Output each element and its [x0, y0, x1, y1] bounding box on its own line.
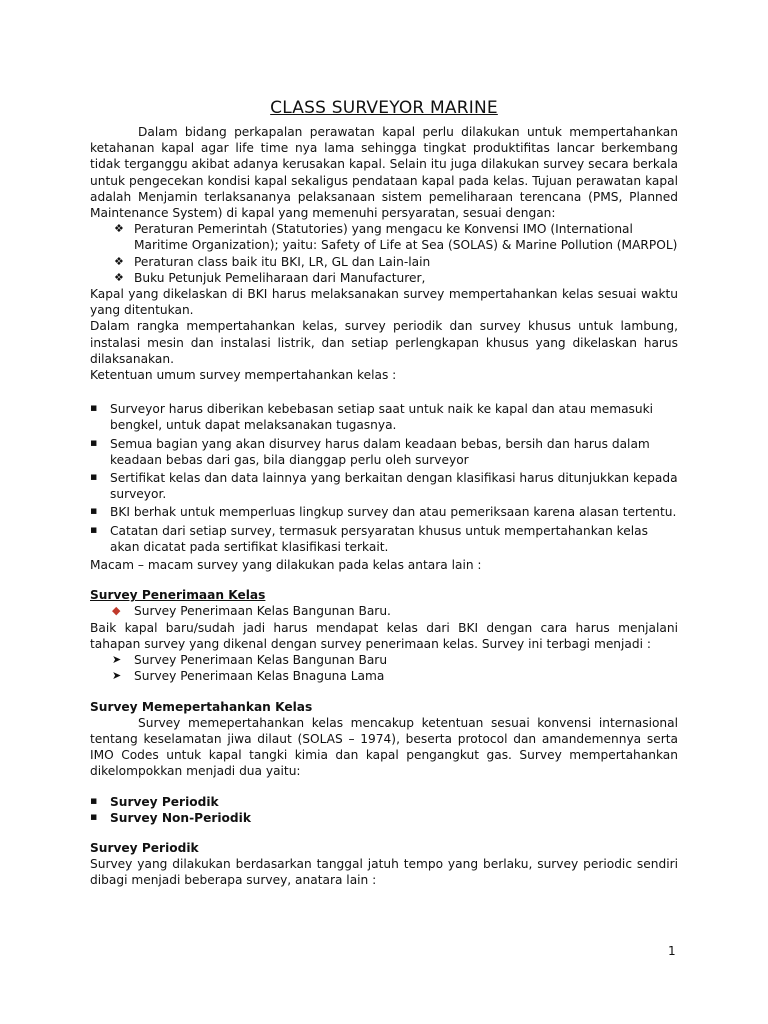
square-bullet-icon: ▪ [90, 435, 98, 449]
paragraph: Ketentuan umum survey mempertahankan kelas : [90, 368, 397, 383]
square-bullet-icon: ▪ [90, 809, 98, 823]
section-heading: Survey Penerimaan Kelas [90, 588, 266, 603]
page-number: 1 [668, 944, 676, 958]
list-item: ➤ Survey Penerimaan Kelas Bangunan Baru [112, 653, 388, 668]
general-provisions-list [90, 401, 678, 555]
sub-list [90, 603, 678, 619]
document-body [90, 124, 678, 889]
list-item: ❖ Peraturan class baik itu BKI, LR, GL dan Lain-lain [114, 254, 431, 269]
paragraph: Survey memepertahankan kelas mencakup ketentuan sesuai konvensi internasional tentang keselamatan jiwa dilaut (SOLAS – 1974), beserta protocol dan amandemennya serta IMO Codes untuk kapal tangki kimia dan kapal pengangkut gas. Survey mempertahankan dikelompokkan menjadi dua yaitu: [90, 715, 678, 779]
list-item: ▪ Survey Periodik [90, 793, 219, 809]
list-item: ▪ Survey Non-Periodik [90, 809, 251, 825]
section-heading: Survey Memepertahankan Kelas [90, 699, 313, 714]
list-item: ▪ Surveyor harus diberikan kebebasan setiap saat untuk naik ke kapal dan atau memasuki bengkel, untuk dapat melaksanakan tugasnya. [90, 401, 654, 433]
square-bullet-icon: ▪ [90, 793, 98, 807]
square-bullet-icon: ▪ [90, 401, 98, 415]
list-item: ❖ Buku Petunjuk Pemeliharaan dari Manufacturer, [114, 270, 426, 285]
regulation-list [90, 221, 678, 286]
paragraph: Macam – macam survey yang dilakukan pada kelas antara lain : [90, 558, 482, 573]
square-bullet-icon: ▪ [90, 470, 98, 484]
diamond-bullet-icon: ❖ [114, 270, 124, 284]
arrow-bullet-icon: ➤ [112, 669, 122, 683]
list-item: ▪ Sertifikat kelas dan data lainnya yang berkaitan dengan klasifikasi harus ditunjukkan kepada surveyor. [90, 470, 678, 502]
list-item: ◆ Survey Penerimaan Kelas Bangunan Baru. [112, 604, 391, 619]
diamond-bullet-icon: ❖ [114, 254, 124, 268]
list-item: ➤ Survey Penerimaan Kelas Bnaguna Lama [112, 669, 385, 684]
survey-type-list [90, 794, 678, 826]
document-title: CLASS SURVEYOR MARINE [270, 98, 498, 118]
list-item: ▪ Catatan dari setiap survey, termasuk persyaratan khusus untuk mempertahankan kelas akan dicatat pada sertifikat klasifikasi terkait. [90, 522, 648, 554]
square-bullet-icon: ▪ [90, 504, 98, 518]
list-item: ❖ Peraturan Pemerintah (Statutories) yang mengacu ke Konvensi IMO (International Maritime Organization); yaitu: Safety of Life at Sea (SOLAS) & Marine Pollution (MARPOL) [114, 222, 678, 253]
intro-paragraph: Dalam bidang perkapalan perawatan kapal perlu dilakukan untuk mempertahankan ketahanan kapal agar life time nya lama sehingga tingkat produktifitas lancar berkembang tidak terganggu akibat adanya kerusakan kapal. Selain itu juga dilakukan survey secara berkala untuk pengecekan kondisi kapal sekaligus pendataan kapal pada kelas. Tujuan perawatan kapal adalah Menjamin terlaksananya pelaksanaan sistem pemeliharaan terencana (PMS, Planned Maintenance System) di kapal yang memenuhi persyaratan, sesuai dengan: [90, 125, 678, 221]
section-heading: Survey Periodik [90, 840, 199, 855]
arrow-bullet-icon: ➤ [112, 653, 122, 667]
list-item: ▪ Semua bagian yang akan disurvey harus dalam keadaan bebas, bersih dan harus dalam keadaan bebas dari gas, bila dianggap perlu oleh surveyor [90, 435, 650, 467]
square-bullet-icon: ▪ [90, 522, 98, 536]
diamond-bullet-icon: ❖ [114, 222, 124, 236]
paragraph: Baik kapal baru/sudah jadi harus mendapat kelas dari BKI dengan cara harus menjalani tahapan survey yang dikenal dengan survey penerimaan kelas. Survey ini terbagi menjadi : [90, 620, 678, 651]
paragraph: Dalam rangka mempertahankan kelas, survey periodik dan survey khusus untuk lambung, instalasi mesin dan instalasi listrik, dan setiap perlengkapan khusus yang dikelaskan harus dilaksanakan. [90, 319, 678, 366]
pointer-bullet-icon: ◆ [112, 604, 121, 618]
paragraph: Kapal yang dikelaskan di BKI harus melaksanakan survey mempertahankan kelas sesuai waktu yang ditentukan. [90, 287, 678, 318]
acceptance-list [90, 652, 678, 684]
paragraph: Survey yang dilakukan berdasarkan tanggal jatuh tempo yang berlaku, survey periodic sendiri dibagi menjadi beberapa survey, anatara lain : [90, 857, 678, 888]
list-item: ▪ BKI berhak untuk memperluas lingkup survey dan atau pemeriksaan karena alasan tertentu. [90, 504, 677, 520]
